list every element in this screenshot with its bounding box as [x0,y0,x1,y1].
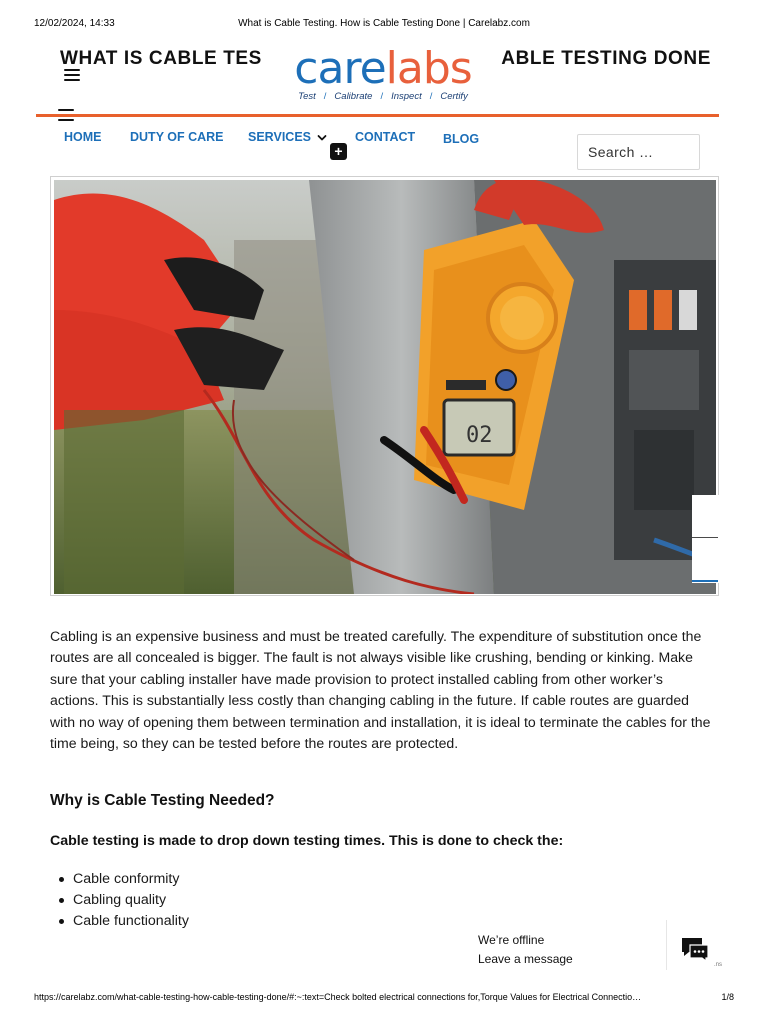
nav-duty-of-care[interactable]: DUTY OF CARE [130,130,224,144]
chat-status: We’re offline [478,933,545,947]
header-divider [36,114,719,117]
menu-icon[interactable] [64,69,80,81]
chat-bubbles-icon[interactable] [680,936,710,962]
nav-blog[interactable]: BLOG [443,132,480,146]
chat-widget[interactable] [468,920,728,972]
article-content [50,626,714,930]
side-tab-divider [692,537,718,538]
chat-divider [666,920,667,970]
chat-brand-text: .ns [714,962,723,968]
list-item: Cable functionality [73,911,189,932]
tagline-separator: / [380,91,384,102]
tagline-inspect: Inspect [391,91,422,102]
page-heading-left: WHAT IS CABLE TES [60,48,262,69]
article-intro-paragraph: Cabling is an expensive business and must be treated carefully. The expenditure of substitution once the routes are all concealed is bigger. The fault is not always visible like crushing, bending or kinking. Make sure that your cabling installer have made provision to protect installed cabling from other worker’s actions. This is substantially less costly than changing cabling in the future. If cable routes are guarded with no way of opening them between termination and installation, it is ideal to terminate the cables for the time being, so they can be tested before the routes are protected. [50,628,711,752]
section-lead: Cable testing is made to drop down testing times. This is done to check the: [50,833,564,849]
print-page-number: 1/8 [721,992,734,1002]
search-box[interactable] [577,134,700,170]
print-header [34,18,734,32]
section-heading: Why is Cable Testing Needed? [50,792,275,809]
clamp-meter-photo [54,180,716,594]
logo-labs-text: labs [385,43,472,94]
tagline-separator: / [323,91,327,102]
hero-image-frame [50,176,719,596]
nav-home[interactable]: HOME [64,130,102,144]
check-list [73,869,189,933]
hero-image-clamp-meter [54,180,716,594]
page-heading-right: ABLE TESTING DONE [501,48,711,69]
print-url: https://carelabz.com/what-cable-testing-how-cable-testing-done/#:~:text=Check bolted electrical connections for,Torque Values for Electrical Connectio… [34,992,642,1002]
side-tab-accent [692,580,718,582]
leave-message-link[interactable]: Leave a message [478,952,573,966]
carelabs-logo[interactable] [278,43,488,112]
print-datetime: 12/02/2024, 14:33 [34,18,115,29]
tagline-test: Test [298,91,316,102]
search-input[interactable] [578,135,699,169]
list-item: Cabling quality [73,890,189,911]
nav-contact[interactable]: CONTACT [355,130,416,144]
print-footer [34,992,734,1004]
site-header [36,40,719,120]
tagline-certify: Certify [440,91,468,102]
logo-care-text: care [294,43,386,94]
list-item: Cable conformity [73,869,189,890]
svg-text:02: 02 [466,423,493,448]
tagline-calibrate: Calibrate [334,91,373,102]
plus-square-icon[interactable]: + [330,143,347,160]
tagline-separator: / [429,91,433,102]
nav-services[interactable]: SERVICES [248,130,311,144]
side-panel-tab[interactable] [692,495,722,583]
logo-tagline [278,91,488,102]
chevron-down-icon[interactable] [317,133,327,143]
print-page-title: What is Cable Testing. How is Cable Testing Done | Carelabz.com [238,18,530,29]
